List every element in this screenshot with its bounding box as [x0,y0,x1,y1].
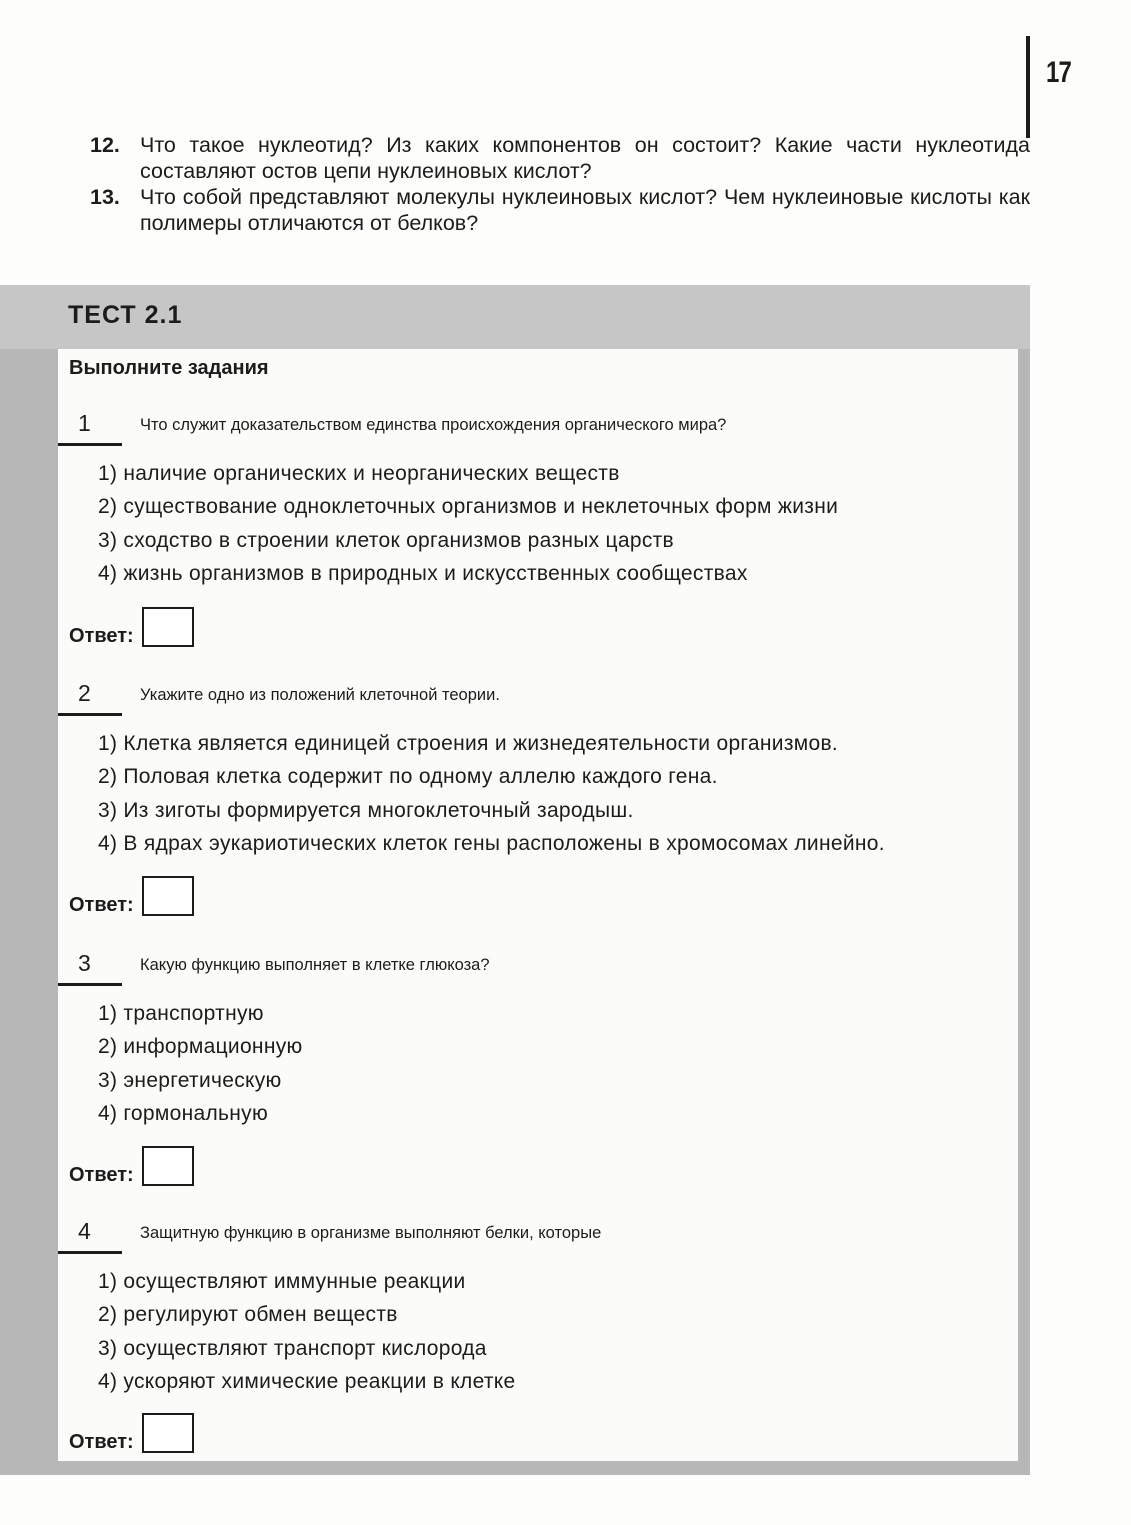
review-question-number: 13. [90,185,120,209]
task-options [98,1265,1013,1398]
task-number-underline [58,713,122,716]
review-questions [90,132,1030,236]
task-option: 2) регулируют обмен веществ [98,1303,398,1327]
test-title: ТЕСТ 2.1 [68,301,183,329]
task-option: 4) гормональную [98,1101,268,1125]
answer-box[interactable] [142,1413,194,1453]
task-number-underline [58,443,122,446]
answer-row-1 [69,607,194,647]
test-instructions: Выполните задания [69,357,269,379]
task-question: Защитную функцию в организме выполняют белки, которые [140,1224,602,1242]
review-question [90,184,1030,236]
task-option: 2) информационную [98,1035,303,1059]
task-option: 1) наличие органических и неорганических веществ [98,462,620,485]
review-question-text: Что собой представляют молекулы нуклеиновых кислот? Чем нуклеиновые кислоты как полимеры отличаются от белков? [140,185,1030,235]
task-number-underline [58,983,122,986]
review-question [90,132,1030,184]
task-number: 1 [78,410,91,436]
task-option: 1) осуществляют иммунные реакции [98,1270,466,1293]
task-options [98,727,1013,860]
task-number: 4 [78,1218,91,1244]
task-question: Что служит доказательством единства происхождения органического мира? [140,416,727,434]
test-header [0,285,1030,349]
test-body [58,349,1018,1461]
task-number: 2 [78,680,91,706]
answer-row-2 [69,876,194,916]
answer-label: Ответ: [69,894,134,916]
task-options [98,457,1013,590]
answer-label: Ответ: [69,1431,134,1453]
task-option: 2) существование одноклеточных организмов и неклеточных форм жизни [98,495,839,519]
task-option: 3) Из зиготы формируется многоклеточный зародыш. [98,798,634,822]
answer-box[interactable] [142,607,194,647]
task-number-underline [58,1251,122,1254]
task-option: 3) осуществляют транспорт кислорода [98,1336,487,1360]
answer-box[interactable] [142,876,194,916]
answer-row-4 [69,1413,194,1453]
page-margin-rule [1026,36,1030,138]
task-option: 4) В ядрах эукариотических клеток гены расположены в хромосомах линейно. [98,831,885,855]
task-option: 4) жизнь организмов в природных и искусственных сообществах [98,561,748,585]
test-block [0,285,1030,1475]
task-option: 2) Половая клетка содержит по одному аллелю каждого гена. [98,765,718,789]
review-question-number: 12. [90,133,120,157]
answer-row-3 [69,1146,194,1186]
answer-box[interactable] [142,1146,194,1186]
task-options [98,997,1013,1130]
task-option: 3) сходство в строении клеток организмов разных царств [98,528,675,552]
review-question-text: Что такое нуклеотид? Из каких компонентов он состоит? Какие части нуклеотида составляют остов цепи нуклеиновых кислот? [140,133,1030,183]
task-option: 1) Клетка является единицей строения и жизнедеятельности организмов. [98,732,839,755]
task-option: 4) ускоряют химические реакции в клетке [98,1369,516,1393]
task-option: 1) транспортную [98,1002,264,1025]
task-question: Какую функцию выполняет в клетке глюкоза? [140,956,490,974]
answer-label: Ответ: [69,1164,134,1186]
task-option: 3) энергетическую [98,1068,282,1092]
page-number: 17 [1046,56,1072,89]
task-question: Укажите одно из положений клеточной теории. [140,686,500,704]
task-number: 3 [78,950,91,976]
answer-label: Ответ: [69,625,134,647]
